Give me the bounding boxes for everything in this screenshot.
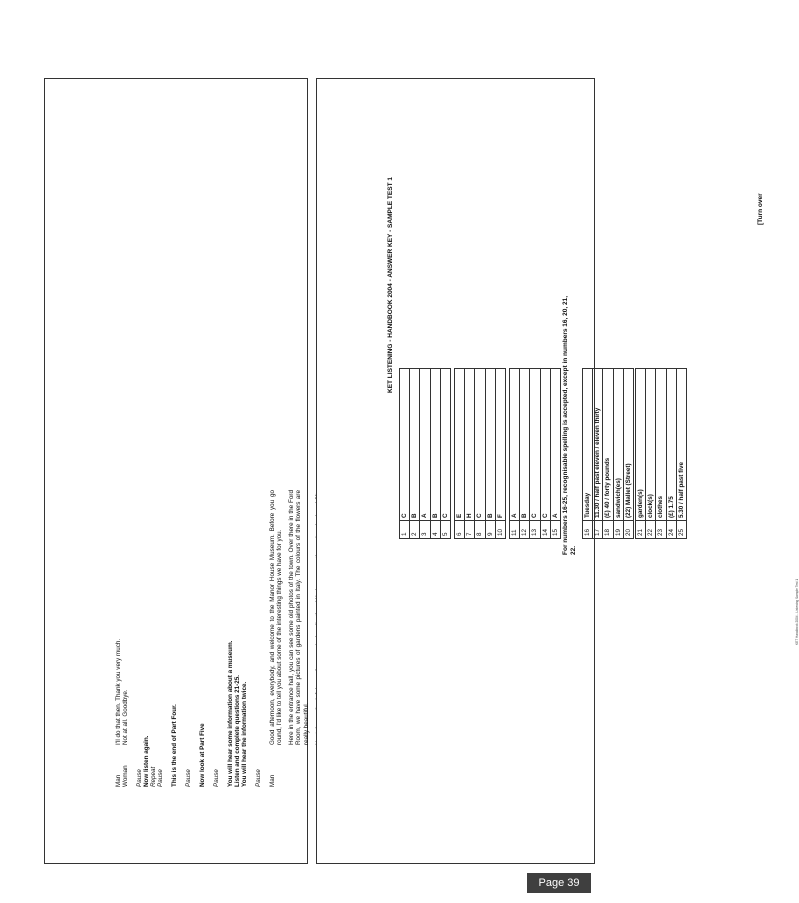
answer-value: (£) 1.75 [666, 369, 676, 521]
answer-row [676, 369, 686, 539]
answer-value: C [475, 369, 485, 521]
answer-table-11-15 [509, 368, 561, 539]
script-paragraph: Good afternoon, everybody, and welcome to the Manor House Museum. Before you go round, I'd like to tell you about some of the interesting things we have for you. [269, 490, 284, 745]
answer-value: Tuesday [583, 369, 593, 521]
page-number-tab: Page 39 [527, 873, 591, 893]
answer-row [636, 369, 646, 539]
question-number: 6 [455, 521, 465, 539]
answer-value: 5.30 / half past five [676, 369, 686, 521]
question-number: 9 [485, 521, 495, 539]
question-number: 7 [465, 521, 475, 539]
answer-row [440, 369, 450, 539]
intro-line: You will hear the information twice. [241, 681, 248, 787]
intro-line: Listen and complete questions 21-25. [234, 675, 241, 787]
question-number: 11 [510, 521, 520, 539]
spelling-note: For numbers 16-25, recognisable spelling is accepted, except in numbers 16, 20, 21, [562, 295, 569, 555]
question-number: 16 [583, 521, 593, 539]
answer-value: B [520, 369, 530, 521]
answer-row [646, 369, 656, 539]
question-number: 14 [540, 521, 550, 539]
question-number: 24 [666, 521, 676, 539]
question-number: 18 [603, 521, 613, 539]
answer-value: sandwich(es) [613, 369, 623, 521]
answer-row [540, 369, 550, 539]
answer-table-1-5 [399, 368, 451, 539]
question-number: 22 [646, 521, 656, 539]
page-footer: KET Handbook 2004 - Listening Sample Test 1 [795, 578, 799, 645]
answer-value: C [540, 369, 550, 521]
answer-row [593, 369, 603, 539]
answer-row [485, 369, 495, 539]
end-part-four: This is the end of Part Four. [171, 704, 178, 787]
answer-row [510, 369, 520, 539]
answer-value: A [420, 369, 430, 521]
right-page-content [317, 79, 799, 865]
answer-value: clock(s) [646, 369, 656, 521]
pause-label: Pause [136, 769, 143, 787]
answer-value: C [530, 369, 540, 521]
question-number: 23 [656, 521, 666, 539]
speaker-man: Man [115, 774, 122, 787]
answer-row [495, 369, 505, 539]
pause-label: Pause [255, 769, 262, 787]
turn-over-label: [Turn over [757, 193, 764, 225]
right-page [316, 78, 799, 864]
left-page [44, 78, 308, 864]
answer-row [583, 369, 593, 539]
answer-table-21-25 [635, 368, 687, 539]
answer-row [623, 369, 633, 539]
question-number: 13 [530, 521, 540, 539]
question-number: 19 [613, 521, 623, 539]
answer-value: B [410, 369, 420, 521]
answer-value: (22) Mallet (Street) [623, 369, 633, 521]
answer-value: clothes [656, 369, 666, 521]
answer-row [400, 369, 410, 539]
answer-value: B [430, 369, 440, 521]
question-number: 4 [430, 521, 440, 539]
question-number: 2 [410, 521, 420, 539]
answer-value: H [465, 369, 475, 521]
answer-value: C [440, 369, 450, 521]
answer-row [666, 369, 676, 539]
answer-table-16-20 [582, 368, 634, 539]
answer-value: A [510, 369, 520, 521]
answer-value: A [550, 369, 560, 521]
answer-row [430, 369, 440, 539]
question-number: 25 [676, 521, 686, 539]
repeat-label: Repeat [150, 766, 157, 787]
question-number: 12 [520, 521, 530, 539]
question-number: 17 [593, 521, 603, 539]
pause-label: Pause [213, 769, 220, 787]
answer-value: 11.30 / half past eleven / eleven thirty [593, 369, 603, 521]
answer-row [420, 369, 430, 539]
dialogue-line: I'll do that then. Thank you very much. [115, 638, 122, 745]
question-number: 1 [400, 521, 410, 539]
intro-line: You will hear some information about a museum. [227, 640, 234, 787]
answer-row [613, 369, 623, 539]
spelling-note: 22. [570, 545, 577, 555]
question-number: 5 [440, 521, 450, 539]
answer-row [603, 369, 613, 539]
answer-row [475, 369, 485, 539]
speaker-man: Man [269, 774, 276, 787]
answer-key-title: KET LISTENING - HANDBOOK 2004 - ANSWER KEY - SAMPLE TEST 1 [387, 177, 394, 393]
left-page-content [45, 79, 309, 865]
answer-table-6-10 [454, 368, 506, 539]
listen-again-label: Now listen again. [143, 735, 150, 787]
answer-value: (£) 40 / forty pounds [603, 369, 613, 521]
answer-row [410, 369, 420, 539]
answer-value: B [485, 369, 495, 521]
pause-label: Pause [185, 769, 192, 787]
question-number: 20 [623, 521, 633, 539]
answer-row [520, 369, 530, 539]
question-number: 10 [495, 521, 505, 539]
question-number: 3 [420, 521, 430, 539]
answer-row [550, 369, 560, 539]
answer-row [530, 369, 540, 539]
look-part-five: Now look at Part Five [199, 723, 206, 787]
question-number: 8 [475, 521, 485, 539]
answer-value: F [495, 369, 505, 521]
question-number: 21 [636, 521, 646, 539]
answer-value: E [455, 369, 465, 521]
answer-value: garden(s) [636, 369, 646, 521]
answer-row [455, 369, 465, 539]
speaker-woman: Woman [122, 765, 129, 787]
question-number: 15 [550, 521, 560, 539]
answer-row [465, 369, 475, 539]
answer-row [656, 369, 666, 539]
dialogue-line: Not at all. Goodbye. [122, 689, 129, 745]
pause-label: Pause [157, 769, 164, 787]
script-paragraph: Here in the entrance hall, you can see some old photos of the town. Over there in the Ford Room, we have some pictures of gardens painted in Italy. The colours of the flowers are really beautiful. [288, 490, 310, 745]
answer-value: C [400, 369, 410, 521]
